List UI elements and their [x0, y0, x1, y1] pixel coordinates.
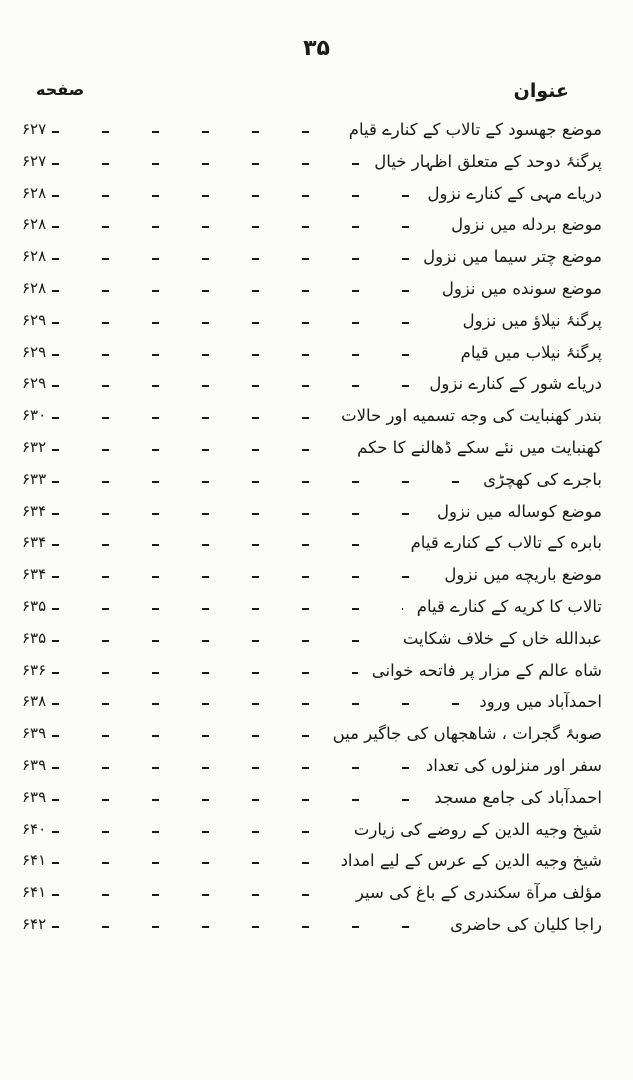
toc-entry	[22, 627, 602, 659]
toc-entry	[22, 404, 602, 436]
toc-entry-page: ۶۴۱	[22, 851, 47, 870]
toc-entry-title: دریاے مہی کے کنارے نزول	[427, 183, 602, 203]
toc-entry-title: موضع کوساله میں نزول	[436, 501, 602, 521]
toc-entry	[22, 213, 602, 245]
toc-leader-dashes	[52, 472, 469, 492]
toc-entry-page: ۶۳۴	[22, 501, 47, 520]
toc-leader-dashes	[52, 440, 343, 460]
toc-entry	[22, 182, 602, 214]
toc-entry	[22, 849, 602, 881]
toc-entry-page: ۶۳۶	[22, 660, 47, 679]
toc-entry-page: ۶۲۷	[22, 151, 47, 170]
toc-entry-page: ۶۲۹	[22, 374, 47, 393]
toc-entry	[22, 563, 602, 595]
toc-leader-dashes	[52, 790, 420, 810]
toc-entry-page: ۶۳۴	[22, 565, 47, 584]
toc-entry-page: ۶۳۵	[22, 628, 47, 647]
toc-entry	[22, 595, 602, 627]
toc-entry	[22, 531, 602, 563]
toc-leader-dashes	[52, 758, 412, 778]
toc-entry-title: عبدالله خاں کے خلاف شکایت	[402, 628, 602, 648]
toc-entry-page: ۶۳۰	[22, 406, 47, 425]
toc-leader-dashes	[52, 535, 397, 555]
toc-leader-dashes	[52, 376, 415, 396]
toc-entry	[22, 436, 602, 468]
toc-entry-page: ۶۴۲	[22, 914, 47, 933]
toc-entry	[22, 818, 602, 850]
table-of-contents	[22, 118, 602, 945]
toc-leader-dashes	[52, 885, 342, 905]
toc-entry	[22, 150, 602, 182]
toc-leader-dashes	[52, 822, 340, 842]
toc-leader-dashes	[52, 694, 465, 714]
column-header-title: عنوان	[513, 80, 569, 102]
toc-entry-title: راجا کلیان کی حاضری	[450, 914, 602, 934]
toc-entry	[22, 277, 602, 309]
toc-entry-title: شیخ وجیه الدین کے عرس کے لیے امداد	[340, 851, 602, 871]
toc-entry-page: ۶۲۸	[22, 183, 47, 202]
toc-entry-title: مؤلف مرآة سکندری کے باغ کی سیر	[355, 883, 602, 903]
toc-entry-page: ۶۲۷	[22, 120, 47, 138]
toc-entry-title: احمدآباد میں ورود	[479, 692, 602, 712]
toc-entry	[22, 659, 602, 691]
toc-entry-title: دریاے شور کے کنارے نزول	[429, 374, 602, 394]
toc-leader-dashes	[52, 408, 327, 428]
toc-entry-title: موضع جهسود کے تالاب کے کنارے قیام	[348, 120, 602, 139]
toc-entry-title: بندر کهنبایت کی وجه تسمیه اور حالات	[341, 406, 602, 426]
toc-entry	[22, 468, 602, 500]
toc-leader-dashes	[52, 186, 413, 206]
page-number: ۳۵	[303, 36, 330, 61]
toc-entry-title: پرگنۂ دوحد کے متعلق اظہار خیال	[374, 151, 602, 171]
toc-entry-page: ۶۲۸	[22, 247, 47, 266]
toc-leader-dashes	[52, 663, 358, 683]
toc-entry-title: کهنبایت میں نئے سکے ڈھالنے کا حکم	[357, 437, 602, 457]
toc-entry	[22, 118, 602, 150]
toc-entry-title: پرگنۂ نیلاب میں قیام	[460, 342, 602, 362]
toc-entry-title: تالاب کا کریه کے کنارے قیام	[416, 596, 602, 616]
toc-leader-dashes	[52, 217, 437, 237]
toc-entry-title: بابره کے تالاب کے کنارے قیام	[410, 533, 602, 553]
toc-entry-page: ۶۳۸	[22, 692, 47, 711]
toc-entry-page: ۶۳۴	[22, 533, 47, 552]
toc-leader-dashes	[52, 504, 423, 524]
toc-entry-page: ۶۳۹	[22, 724, 47, 743]
toc-entry-title: پرگنۂ نیلاؤ میں نزول	[462, 310, 602, 330]
toc-entry	[22, 690, 602, 722]
toc-entry-title: سفر اور منزلوں کی تعداد	[425, 755, 602, 775]
toc-entry-page: ۶۳۵	[22, 596, 47, 615]
toc-leader-dashes	[52, 631, 389, 651]
toc-entry-title: احمدآباد کی جامع مسجد	[434, 787, 602, 807]
toc-entry-title: باجرے کی کھچڑی	[483, 469, 602, 489]
toc-entry	[22, 754, 602, 786]
toc-entry-title: شاه عالم کے مزار پر فاتحه خوانی	[371, 660, 602, 680]
toc-entry-title: شیخ وجیه الدین کے روضے کی زیارت	[353, 819, 602, 839]
toc-entry-page: ۶۳۲	[22, 437, 47, 456]
toc-entry	[22, 722, 602, 754]
toc-leader-dashes	[52, 313, 449, 333]
toc-entry-title: موضع چتر سیما میں نزول	[423, 247, 602, 267]
toc-entry-page: ۶۴۱	[22, 883, 47, 902]
toc-entry-title: صوبۂ گجرات ، شاهجهاں کی جاگیر میں	[332, 724, 602, 744]
toc-entry-page: ۶۲۸	[22, 278, 47, 297]
toc-entry	[22, 245, 602, 277]
toc-entry	[22, 372, 602, 404]
toc-entry-page: ۶۳۳	[22, 469, 47, 488]
toc-entry	[22, 913, 602, 945]
toc-entry-page: ۶۲۹	[22, 310, 47, 329]
toc-entry	[22, 500, 602, 532]
column-header-page: صفحه	[36, 80, 85, 99]
toc-leader-dashes	[52, 154, 360, 174]
toc-leader-dashes	[52, 917, 436, 937]
toc-leader-dashes	[52, 281, 428, 301]
toc-leader-dashes	[52, 345, 447, 365]
toc-entry-page: ۶۲۸	[22, 215, 47, 234]
toc-entry-page: ۶۳۹	[22, 755, 47, 774]
toc-entry-page: ۶۴۰	[22, 819, 47, 838]
toc-entry-title: موضع باریچه میں نزول	[444, 565, 602, 585]
toc-leader-dashes	[52, 853, 327, 873]
toc-entry	[22, 881, 602, 913]
toc-entry-page: ۶۲۹	[22, 342, 47, 361]
toc-entry-title: موضع بردله میں نزول	[451, 215, 602, 235]
toc-entry-title: موضع سونده میں نزول	[441, 278, 602, 298]
toc-leader-dashes	[52, 726, 319, 746]
toc-entry	[22, 341, 602, 373]
toc-entry	[22, 786, 602, 818]
toc-leader-dashes	[52, 567, 430, 587]
toc-entry-page: ۶۳۹	[22, 787, 47, 806]
toc-leader-dashes	[52, 249, 409, 269]
toc-leader-dashes	[52, 599, 403, 619]
toc-entry	[22, 309, 602, 341]
toc-leader-dashes	[52, 122, 335, 142]
